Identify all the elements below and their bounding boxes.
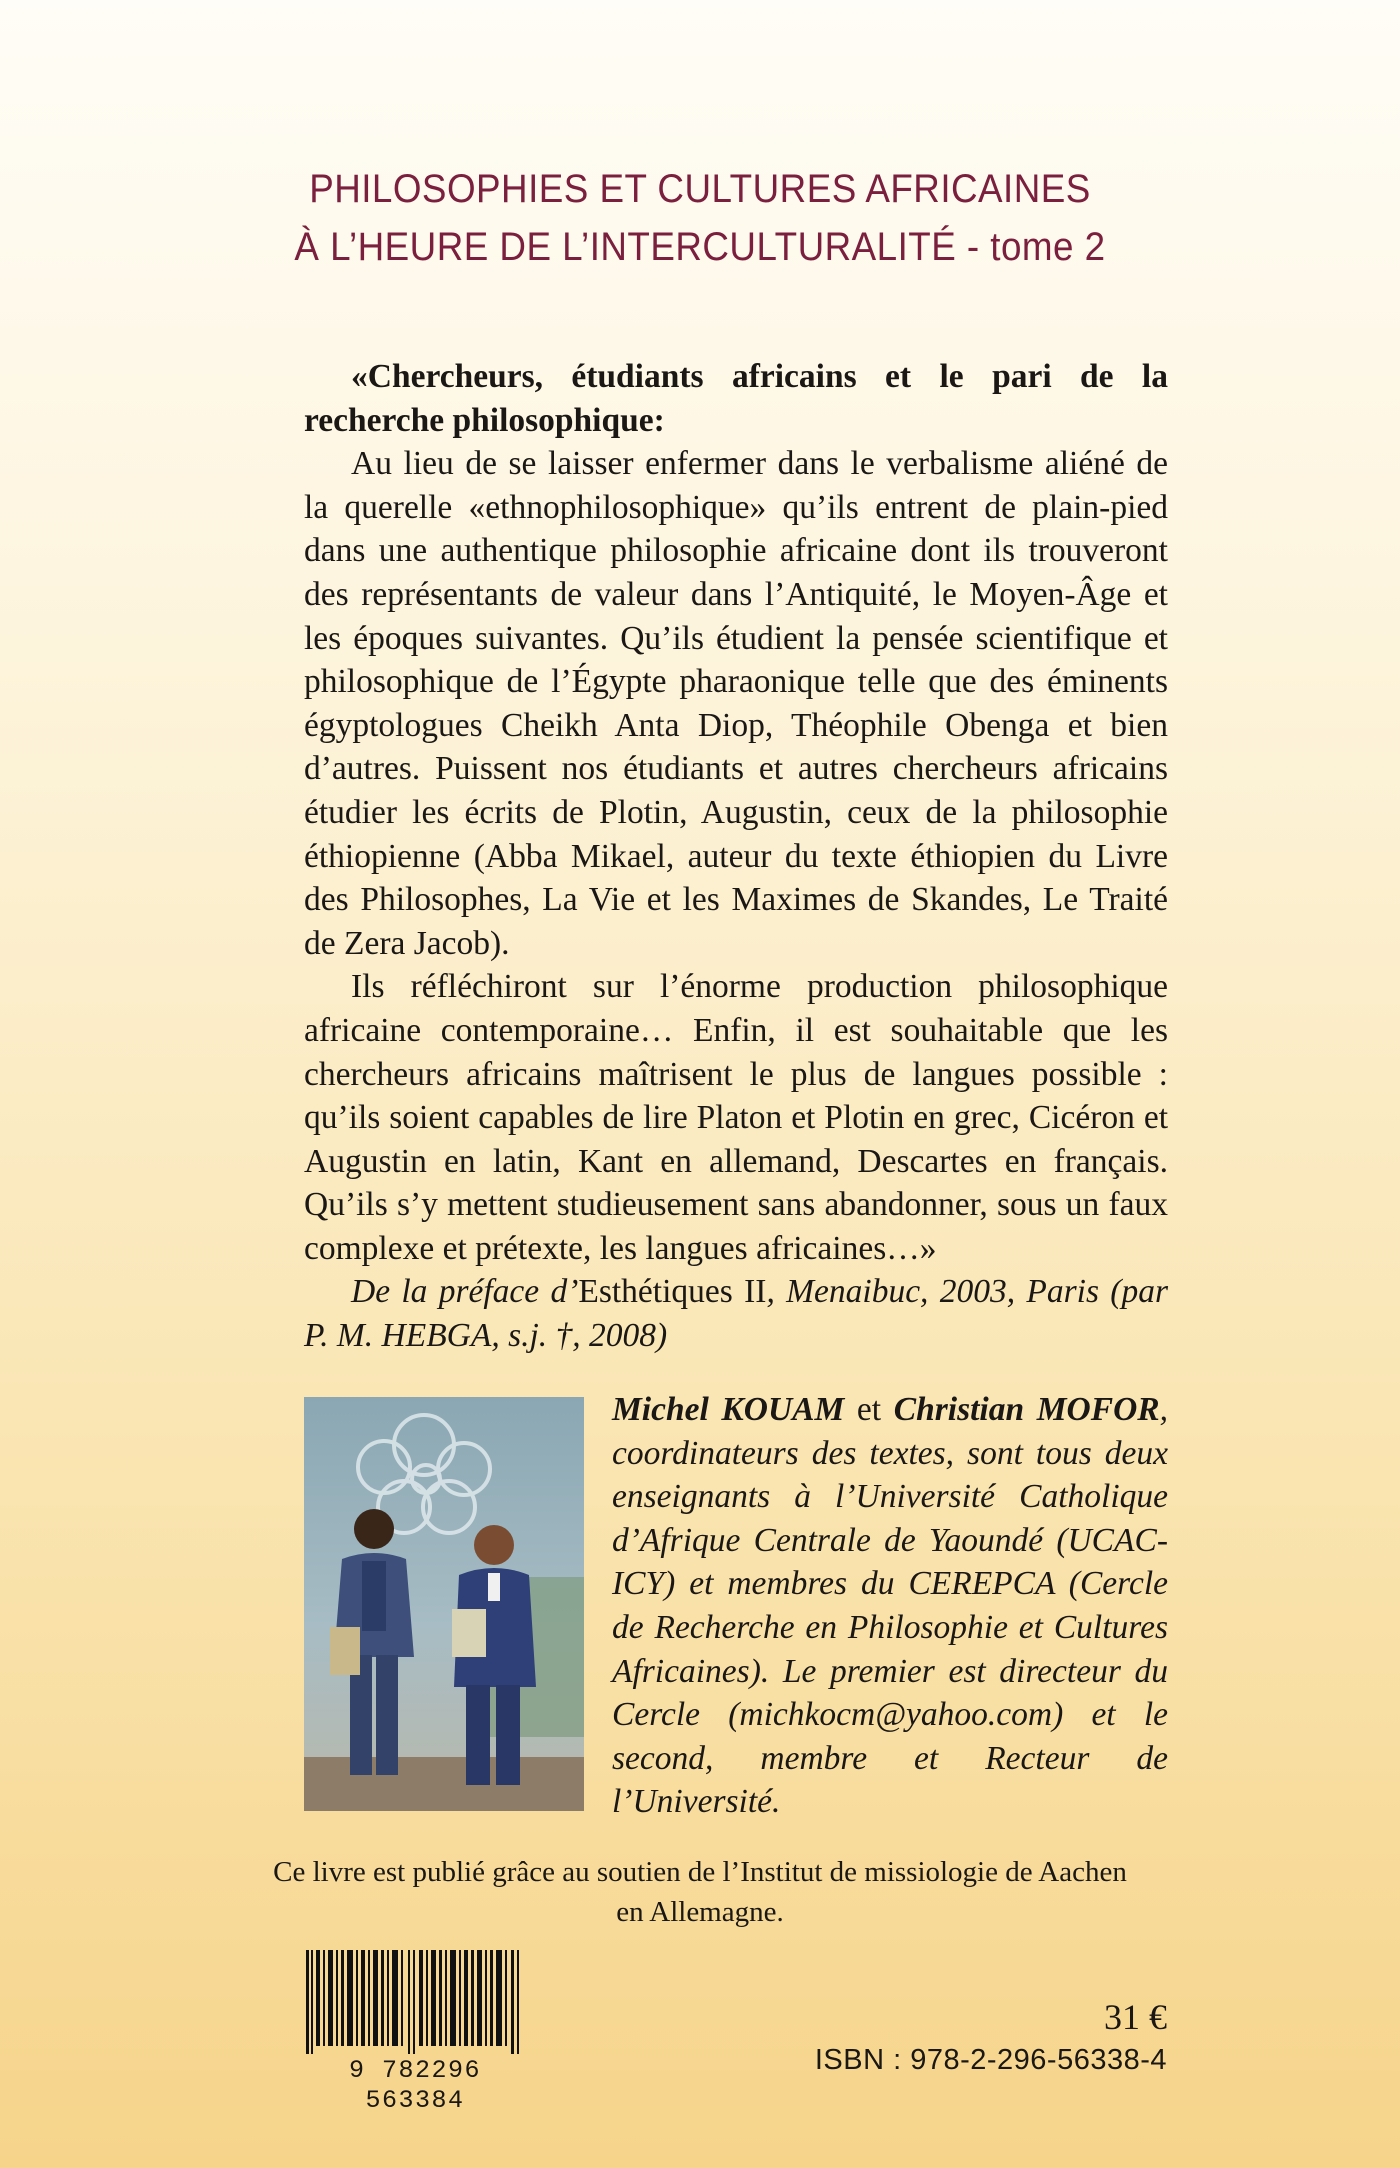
source-work: Esthétiques II	[578, 1273, 767, 1311]
authors-photo-illustration	[304, 1397, 584, 1811]
isbn: ISBN : 978-2-296-56338-4	[814, 2044, 1167, 2076]
quote-heading: «Chercheurs, étudiants africains et le pari de la recherche philosophique:	[304, 358, 1168, 439]
barcode-icon	[298, 1950, 532, 2054]
support-note	[240, 1852, 1160, 1932]
author-connector: et	[844, 1391, 894, 1428]
quote-source	[304, 1270, 1168, 1357]
back-cover-quote	[304, 355, 1168, 1358]
author-bio-text: , coordinateurs des textes, sont tous deux enseignants à l’Université Catholique d’Afrique Centrale de Yaoundé (UCAC-ICY) et membres du CEREPCA (Cercle de Recherche en Philosophie et Cultures Africaines). Le premier est directeur du Cercle (michkocm@yahoo.com) et le second, membre et Recteur de l’Université.	[612, 1391, 1168, 1821]
source-prefix: De la préface d’	[351, 1273, 579, 1311]
authors-bio	[612, 1388, 1168, 1824]
quote-paragraph-2: Ils réfléchiront sur l’énorme production philosophique africaine contemporaine… Enfin, il est souhaitable que les chercheurs africains maîtrisent le plus de langues possible : qu’ils soient capables de lire Platon et Plotin en grec, Cicéron et Augustin en latin, Kant en allemand, Descartes en français. Qu’ils s’y mettent studieusement sans abandonner, sous un faux complexe et prétexte, les langues africaines…»	[304, 968, 1168, 1267]
quote-paragraph-1: Au lieu de se laisser enfermer dans le verbalisme aliéné de la querelle «ethnophilosophique» qu’ils entrent de plain-pied dans une authentique philosophie africaine dont ils trouveront des représentants de valeur dans l’Antiquité, le Moyen-Âge et les époques suivantes. Qu’ils étudient la pensée scientifique et philosophique de l’Égypte pharaonique telle que des éminents égyptologues Cheikh Anta Diop, Théophile Obenga et bien d’autres. Puissent nos étudiants et autres chercheurs africains étudier les écrits de Plotin, Augustin, ceux de la philosophie éthiopienne (Abba Mikael, auteur du texte éthiopien du Livre des Philosophes, La Vie et les Maximes de Skandes, Le Traité de Zera Jacob).	[304, 445, 1168, 962]
title-line-2: À L’HEURE DE L’INTERCULTURALITÉ - tome 2	[294, 225, 1106, 269]
support-note-line-2: en Allemagne.	[616, 1896, 784, 1928]
barcode-digits: 9 782296 563384	[348, 2056, 482, 2115]
authors-photo	[304, 1397, 584, 1811]
support-note-line-1: Ce livre est publié grâce au soutien de l’Institut de missiologie de Aachen	[273, 1856, 1127, 1888]
title-line-1: PHILOSOPHIES ET CULTURES AFRICAINES	[309, 167, 1091, 211]
price: 31 €	[1104, 1997, 1167, 2037]
author-name-2: Christian MOFOR	[893, 1391, 1160, 1428]
source-suffix: , Menaibuc, 2003, Paris (par P. M. HEBGA, s.j. †, 2008)	[304, 1273, 1168, 1355]
barcode	[298, 1950, 532, 2115]
author-name-1: Michel KOUAM	[612, 1391, 845, 1428]
book-title	[56, 160, 1344, 276]
